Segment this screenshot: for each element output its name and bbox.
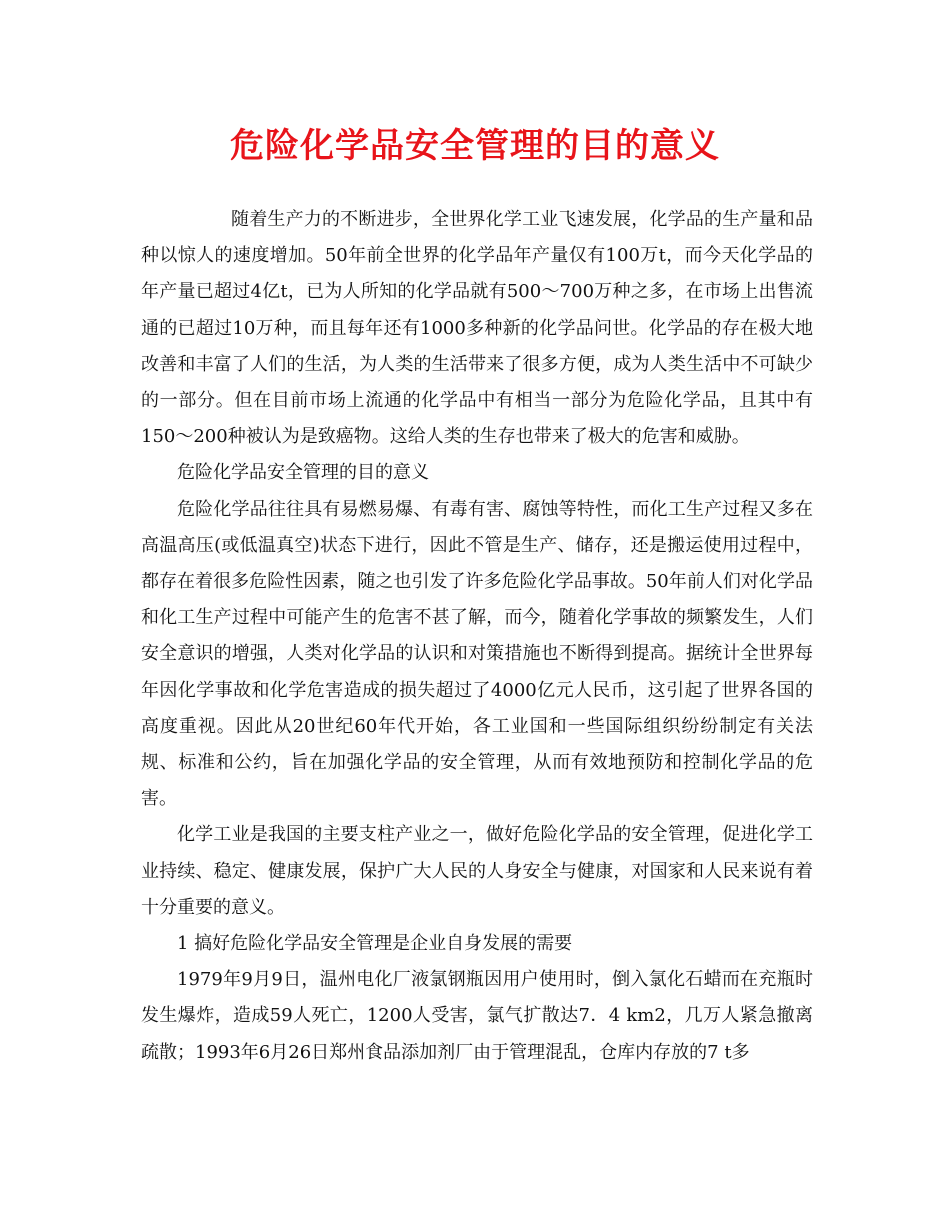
paragraph-hazards: 危险化学品往往具有易燃易爆、有毒有害、腐蚀等特性，而化工生产过程又多在高温高压(或低温真空)状态下进行，因此不管是生产、储存，还是搬运使用过程中，都存在着很多危险性因素，随之也引发了许多危险化学品事故。50年前人们对化学品和化工生产过程中可能产生的危害不甚了解，而今，随着化学事故的频繁发生，人们安全意识的增强，人类对化学品的认识和对策措施也不断得到提高。据统计全世界每年因化学事故和化学危害造成的损失超过了4000亿元人民币，这引起了世界各国的高度重视。因此从20世纪60年代开始，各工业国和一些国际组织纷纷制定有关法规、标准和公约，旨在加强化学品的安全管理，从而有效地预防和控制化学品的危害。 [141,498,813,810]
paragraph-intro: 随着生产力的不断进步，全世界化学工业飞速发展，化学品的生产量和品种以惊人的速度增加。50年前全世界的化学品年产量仅有100万t，而今天化学品的年产量已超过4亿t，已为人所知的化学品就有500～700万种之多，在市场上出售流通的已超过10万种，而且每年还有1000多种新的化学品问世。化学品的存在极大地改善和丰富了人们的生活，为人类的生活带来了很多方便，成为人类生活中不可缺少的一部分。但在目前市场上流通的化学品中有相当一部分为危险化学品，且其中有150～200种被认为是致癌物。这给人类的生存也带来了极大的危害和威胁。 [141,209,813,448]
paragraph-subheading-1: 1 搞好危险化学品安全管理是企业自身发展的需要 [177,933,573,955]
page-title: 危险化学品安全管理的目的意义 [230,126,720,166]
paragraph-section-heading: 危险化学品安全管理的目的意义 [177,462,429,484]
paragraph-incidents: 1979年9月9日，温州电化厂液氯钢瓶因用户使用时，倒入氯化石蜡而在充瓶时发生爆炸，造成59人死亡，1200人受害，氯气扩散达7．4 km2，几万人紧急撤离疏散；1993年6月26日郑州食品添加剂厂由于管理混乱，仓库内存放的7 t多 [141,969,813,1063]
document-body [141,202,813,1071]
paragraph-importance: 化学工业是我国的主要支柱产业之一，做好危险化学品的安全管理，促进化学工业持续、稳定、健康发展，保护广大人民的人身安全与健康，对国家和人民来说有着十分重要的意义。 [141,824,813,918]
